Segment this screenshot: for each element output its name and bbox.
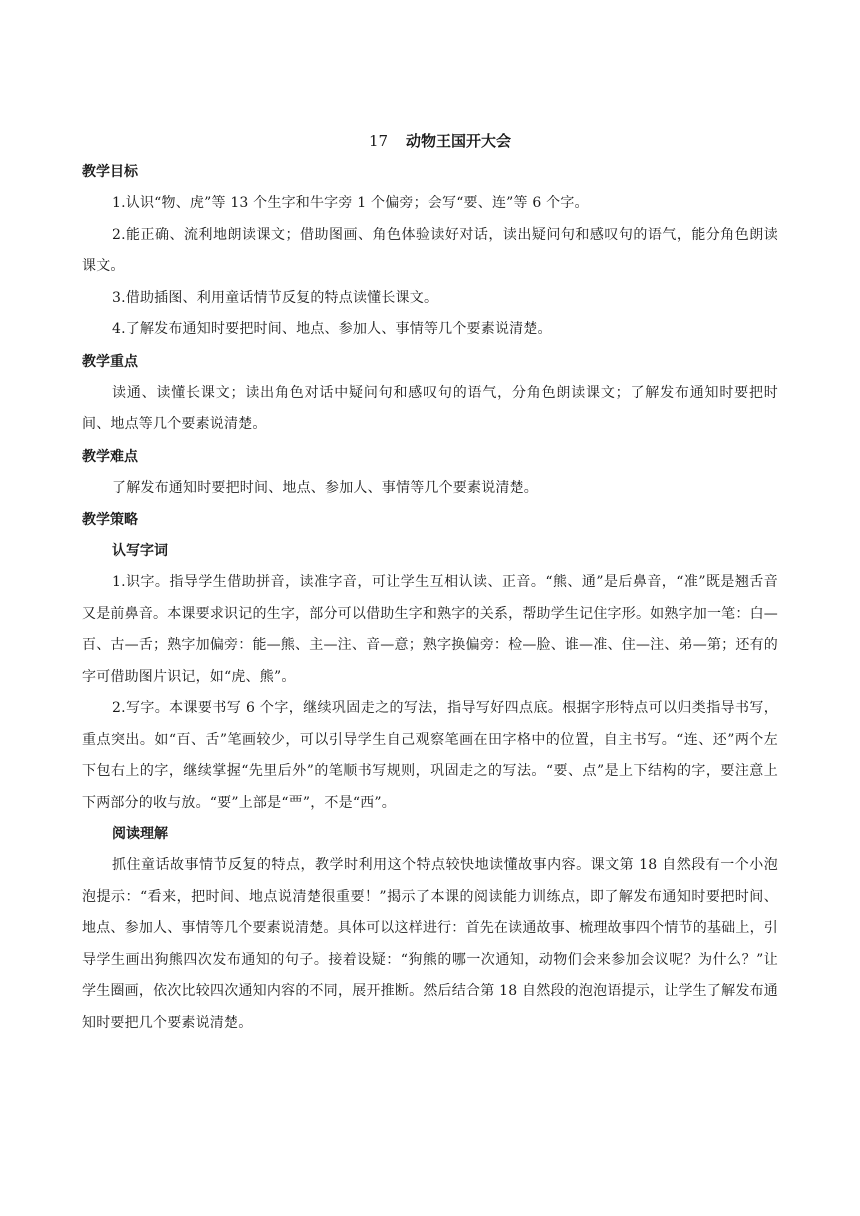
literacy-paragraph-2: 2.写字。本课要书写 6 个字，继续巩固走之的写法，指导写好四点底。根据字形特点可以归类指导书写，重点突出。如“百、舌”笔画较少，可以引导学生自己观察笔画在田字格中的位置，自主书写。“连、还”两个左下包右上的字，继续掌握“先里后外”的笔顺书写规则，巩固走之的写法。“要、点”是上下结构的字，要注意上下两部分的收与放。“要”上部是“覀”，不是“西”。 [82,700,778,811]
document-page [82,126,778,1039]
literacy-paragraph-1: 1.识字。指导学生借助拼音，读准字音，可让学生互相认读、正音。“熊、通”是后鼻音，“准”既是翘舌音又是前鼻音。本课要求识记的生字，部分可以借助生字和熟字的关系，帮助学生记住字形。如熟字加一笔：白—百、古—舌；熟字加偏旁：能—熊、主—注、音—意；熟字换偏旁：检—脸、谁—准、住—注、弟—第；还有的字可借助图片识记，如“虎、熊”。 [82,574,778,685]
section-teaching-goals [82,156,778,346]
difficulties-text: 了解发布通知时要把时间、地点、参加人、事情等几个要素说清楚。 [112,479,538,496]
section-key-points [82,346,778,441]
goal-item: 3.借助插图、利用童话情节反复的特点读懂长课文。 [112,289,439,306]
goal-item: 1.认识“物、虎”等 13 个生字和牛字旁 1 个偏旁；会写“要、连”等 6 个字。 [112,195,589,211]
lesson-title-text: 动物王国开大会 [406,132,512,150]
section-difficulties [82,441,778,505]
subheading-reading: 阅读理解 [112,826,168,842]
lesson-number: 17 [368,132,389,150]
heading-key-points: 教学重点 [82,353,138,370]
heading-teaching-goals: 教学目标 [82,164,138,180]
section-strategy [82,504,778,1039]
heading-strategy: 教学策略 [82,512,138,528]
goal-item: 4.了解发布通知时要把时间、地点、参加人、事情等几个要素说清楚。 [112,321,552,337]
reading-paragraph-1: 抓住童话故事情节反复的特点，教学时利用这个特点较快地读懂故事内容。课文第 18 自然段有一个小泡泡提示：“看来，把时间、地点说清楚很重要！”揭示了本课的阅读能力训练点，即了解发布通知时要把时间、地点、参加人、事情等几个要素说清楚。具体可以这样进行：首先在读通故事、梳理故事四个情节的基础上，引导学生画出狗熊四次发布通知的句子。接着设疑：“狗熊的哪一次通知，动物们会来参加会议呢？为什么？”让学生圈画，依次比较四次通知内容的不同，展开推断。然后结合第 18 自然段的泡泡语提示，让学生了解发布通知时要把几个要素说清楚。 [82,857,778,1031]
lesson-title [82,126,778,156]
subheading-literacy: 认写字词 [112,543,168,559]
goal-item: 2.能正确、流利地朗读课文；借助图画、角色体验读好对话，读出疑问句和感叹句的语气，能分角色朗读课文。 [82,226,778,274]
heading-difficulties: 教学难点 [82,448,138,465]
key-points-text: 读通、读懂长课文；读出角色对话中疑问句和感叹句的语气，分角色朗读课文；了解发布通知时要把时间、地点等几个要素说清楚。 [82,384,778,432]
